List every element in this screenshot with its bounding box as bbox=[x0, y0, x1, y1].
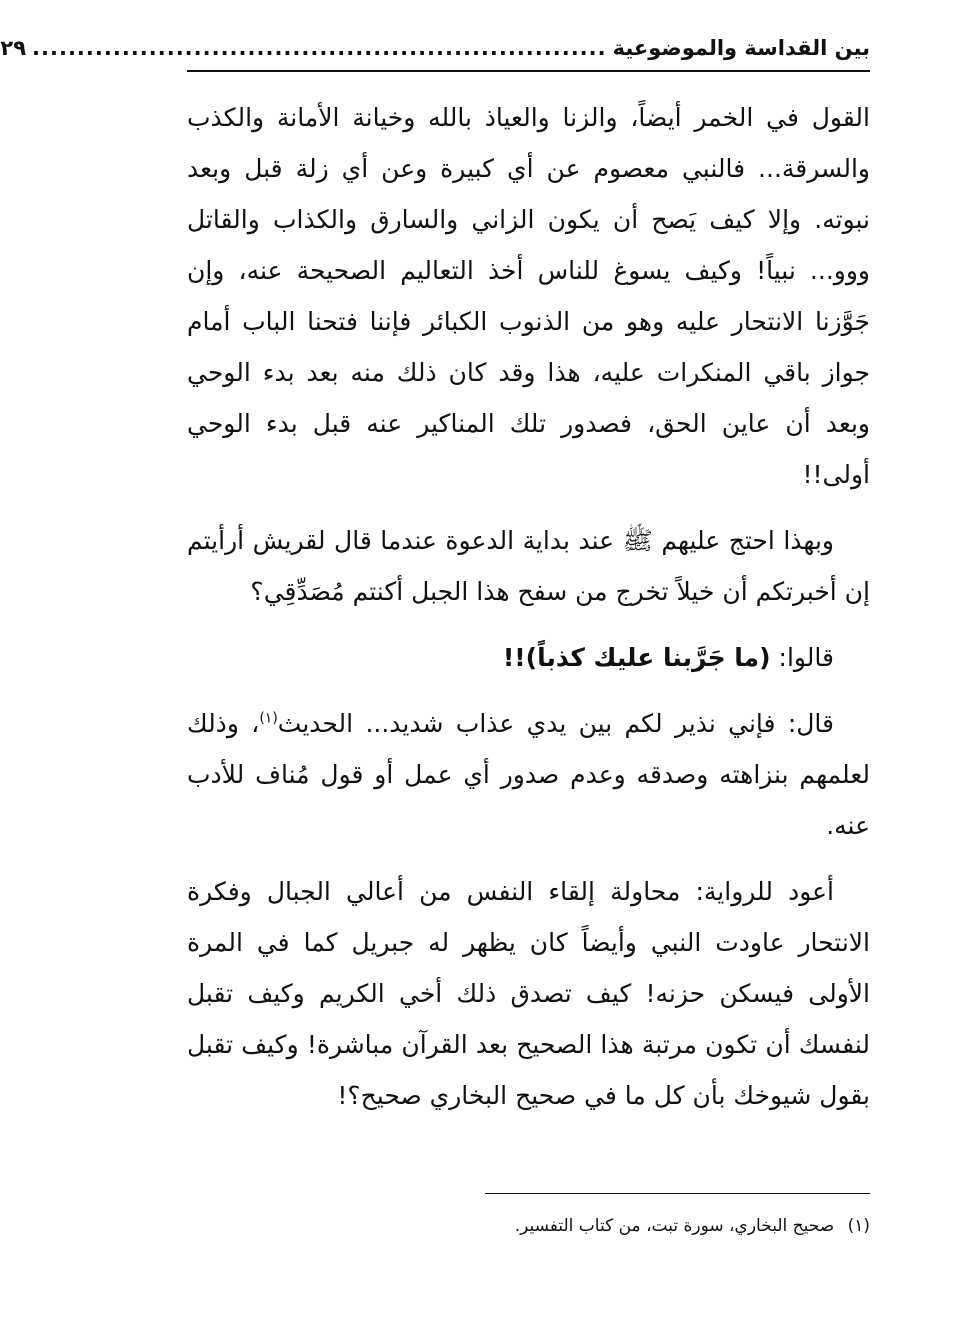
paragraph-quote bbox=[187, 632, 870, 683]
paragraph-2: وبهذا احتج عليهم ﷺ عند بداية الدعوة عندما قال لقريش أرأيتم إن أخبرتكم أن خيلاً تخرج من سفح هذا الجبل أكنتم مُصَدِّقِي؟ bbox=[187, 526, 870, 606]
page-number: ٢٩ bbox=[0, 36, 27, 60]
quote-bold: (ما جَرَّبنا عليك كذباً)!! bbox=[502, 643, 771, 672]
paragraph-final: أعود للرواية: محاولة إلقاء النفس من أعالي الجبال وفكرة الانتحار عاودت النبي وأيضاً كان يظهر له جبريل كما في المرة الأولى فيسكن حزنه! كيف تصدق ذلك أخي الكريم وكيف تقبل لنفسك أن تكون مرتبة هذا الصحيح بعد القرآن مباشرة! وكيف تقبل بقول شيوخك بأن كل ما في صحيح البخاري صحيح؟! bbox=[187, 877, 870, 1110]
hadith-text-before: قال: فإني نذير لكم بين يدي عذاب شديد... الحديث bbox=[277, 709, 834, 738]
paragraph-1: القول في الخمر أيضاً، والزنا والعياذ بالله وخيانة الأمانة والكذب والسرقة... فالنبي معصوم عن أي كبيرة وعن أي زلة قبل وبعد نبوته. وإلا كيف يَصح أن يكون الزاني والسارق والكذاب والقاتل ووو... نبياً! وكيف يسوغ للناس أخذ التعاليم الصحيحة عنه، وإن جَوَّزنا الانتحار عليه وهو من الذنوب الكبائر فإننا فتحنا الباب أمام جواز باقي المنكرات عليه، هذا وقد كان ذلك منه بعد بدء الوحي وبعد أن عاين الحق، فصدور تلك المناكير عنه قبل بدء الوحي أولى!! bbox=[187, 103, 870, 489]
header-rule bbox=[187, 70, 870, 72]
footnote-marker: (١) bbox=[259, 710, 278, 727]
footnote-number: (١) bbox=[847, 1216, 870, 1236]
paragraph-hadith bbox=[187, 698, 870, 851]
footnote-rule bbox=[485, 1193, 870, 1194]
quote-prefix: قالوا: bbox=[770, 643, 834, 672]
running-title: بين القداسة والموضوعية bbox=[612, 36, 870, 60]
hadith-text-after: ، وذلك لعلمهم بنزاهته وصدقه وعدم صدور أي عمل أو قول مُناف للأدب عنه. bbox=[187, 709, 870, 840]
footnote bbox=[187, 1211, 870, 1241]
footnote-text: صحيح البخاري، سورة تبت، من كتاب التفسير. bbox=[514, 1216, 835, 1236]
running-header bbox=[0, 30, 870, 66]
main-text bbox=[187, 92, 870, 1136]
dot-leader: ................................................................ bbox=[32, 36, 607, 60]
